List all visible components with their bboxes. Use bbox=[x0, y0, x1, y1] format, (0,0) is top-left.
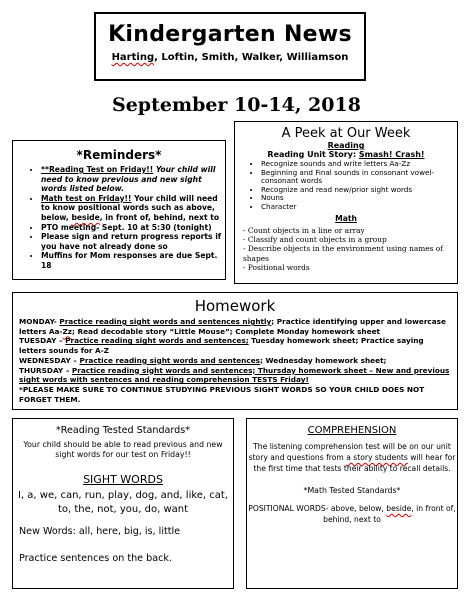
newsletter-header bbox=[94, 12, 366, 81]
new-words: New Words: all, here, big, is, little bbox=[19, 526, 181, 537]
teacher-names-rest: , Loftin, Smith, Walker, Williamson bbox=[154, 52, 349, 63]
unit-story-title: Smash! Crash! bbox=[358, 150, 425, 159]
reading-skill: • Recognize and read new/prior sight words bbox=[261, 186, 457, 195]
comprehension-text bbox=[247, 441, 457, 474]
reminder-item: • PTO meeting- Sept. 10 at 5:30 (tonight) bbox=[41, 223, 225, 233]
homework-task: Practice reading sight words and sentences; Thursday homework sheet – New and previous sight words with sentences and reading comprehension TESTS Friday! bbox=[19, 365, 450, 385]
reminder-item bbox=[41, 165, 225, 194]
comprehension-box bbox=[246, 418, 458, 589]
day-label: WEDNESDAY – bbox=[19, 355, 80, 365]
homework-tuesday bbox=[19, 336, 452, 355]
sight-words-label: SIGHT WORDS bbox=[83, 473, 163, 486]
reminder-text: Your child will need to know previous and new sight words listed below. bbox=[41, 165, 216, 194]
reminder-item: • Muffins for Mom responses are due Sept. 18 bbox=[41, 251, 225, 270]
positional-text: , in front of, behind, next to bbox=[323, 504, 456, 524]
reading-label: Reading bbox=[327, 141, 365, 150]
reminder-text: Your child will need to know positional words such as above, below, bbox=[41, 193, 218, 222]
newsletter-title: Kindergarten News bbox=[108, 22, 352, 47]
reminders-list bbox=[13, 165, 225, 271]
sight-words-list: I, a, we, can, run, play, dog, and, like, cat, to, the, not, you, do, want bbox=[17, 490, 229, 515]
peek-at-week-box bbox=[234, 121, 458, 284]
homework-thursday bbox=[19, 366, 452, 385]
homework-monday bbox=[19, 317, 452, 336]
homework-task: Zz bbox=[62, 326, 73, 336]
reading-skill: • Recognize sounds and write letters Aa-Zz bbox=[261, 160, 457, 169]
homework-box bbox=[12, 292, 458, 410]
homework-title: Homework bbox=[194, 297, 276, 315]
unit-story-label: Reading Unit Story: bbox=[267, 150, 359, 159]
math-skill: - Positional words bbox=[243, 263, 310, 273]
positional-words bbox=[247, 503, 457, 525]
practice-note: Practice sentences on the back. bbox=[19, 553, 172, 564]
teacher-names bbox=[96, 52, 364, 63]
reading-skill: • Beginning and Final sounds in consonant vowel-consonant words bbox=[261, 169, 457, 186]
math-skills-list bbox=[243, 226, 457, 273]
math-skill: - Count objects in a line or array bbox=[243, 225, 365, 235]
homework-body bbox=[19, 317, 452, 404]
math-skill: - Describe objects in the environment using names of shapes bbox=[243, 244, 443, 263]
standards-title: *Reading Tested Standards* bbox=[55, 425, 191, 436]
reminders-box bbox=[12, 140, 226, 280]
day-label: TUESDAY – bbox=[19, 336, 66, 346]
day-label: THURSDAY – bbox=[19, 365, 72, 375]
unit-story bbox=[235, 150, 457, 159]
reminder-text: beside bbox=[71, 212, 100, 222]
homework-wednesday bbox=[19, 356, 452, 366]
week-date: September 10-14, 2018 bbox=[112, 94, 361, 116]
reading-skills-list bbox=[235, 160, 457, 212]
homework-note: *PLEASE MAKE SURE TO CONTINUE STUDYING PREVIOUS SIGHT WORDS SO YOUR CHILD DOES NOT FORGET THEM. bbox=[19, 384, 425, 404]
homework-task: Practice reading sight words and sentences; bbox=[65, 336, 249, 346]
homework-task: Tuesday homework sheet; Practice saying letters sounds for A-Z bbox=[19, 336, 424, 356]
homework-task: Practice reading sight words and sentences nightly bbox=[59, 317, 272, 326]
reading-skill: • Nouns bbox=[261, 194, 457, 203]
reminder-text: , in front of, behind, next to bbox=[99, 212, 220, 222]
reading-skill: • Character bbox=[261, 203, 457, 212]
teacher-name-first: Harting bbox=[111, 52, 155, 63]
math-skill: - Classify and count objects in a group bbox=[243, 234, 387, 244]
reminders-title: *Reminders* bbox=[76, 148, 162, 162]
positional-text: beside bbox=[386, 504, 412, 513]
homework-task: Practice reading sight words and sentences bbox=[79, 355, 260, 365]
standards-intro: Your child should be able to read previous and new sight words for our test on Friday!! bbox=[23, 440, 223, 459]
reminder-emphasis: Math test on Friday!! bbox=[41, 193, 132, 203]
reading-standards-box bbox=[12, 418, 234, 589]
homework-task: ; Read decodable story “Little Mouse”; Complete Monday homework sheet bbox=[72, 326, 381, 336]
comprehension-title: COMPREHENSION bbox=[307, 425, 397, 436]
math-label: Math bbox=[335, 213, 357, 223]
reminder-item bbox=[41, 194, 225, 223]
reminder-emphasis: **Reading Test on Friday!! bbox=[41, 165, 154, 174]
positional-text: POSITIONAL WORDS- above, below, bbox=[248, 504, 387, 513]
comprehension-text-part: The listening comprehension test will be on our unit story and questions from bbox=[248, 442, 451, 462]
comprehension-text-part: will hear for the first time that tests their ability to recall details. bbox=[253, 453, 456, 473]
homework-task: ; Practice identifying upper and lowercase letters Aa- bbox=[19, 317, 446, 336]
day-label: MONDAY- bbox=[19, 317, 60, 326]
math-standards-title: *Math Tested Standards* bbox=[303, 486, 401, 495]
reminder-item: • Please sign and return progress reports if you have not already done so bbox=[41, 232, 225, 251]
comprehension-text-part: a story students bbox=[346, 453, 408, 462]
homework-task: ; Wednesday homework sheet; bbox=[260, 355, 387, 365]
peek-title: A Peek at Our Week bbox=[281, 126, 411, 141]
